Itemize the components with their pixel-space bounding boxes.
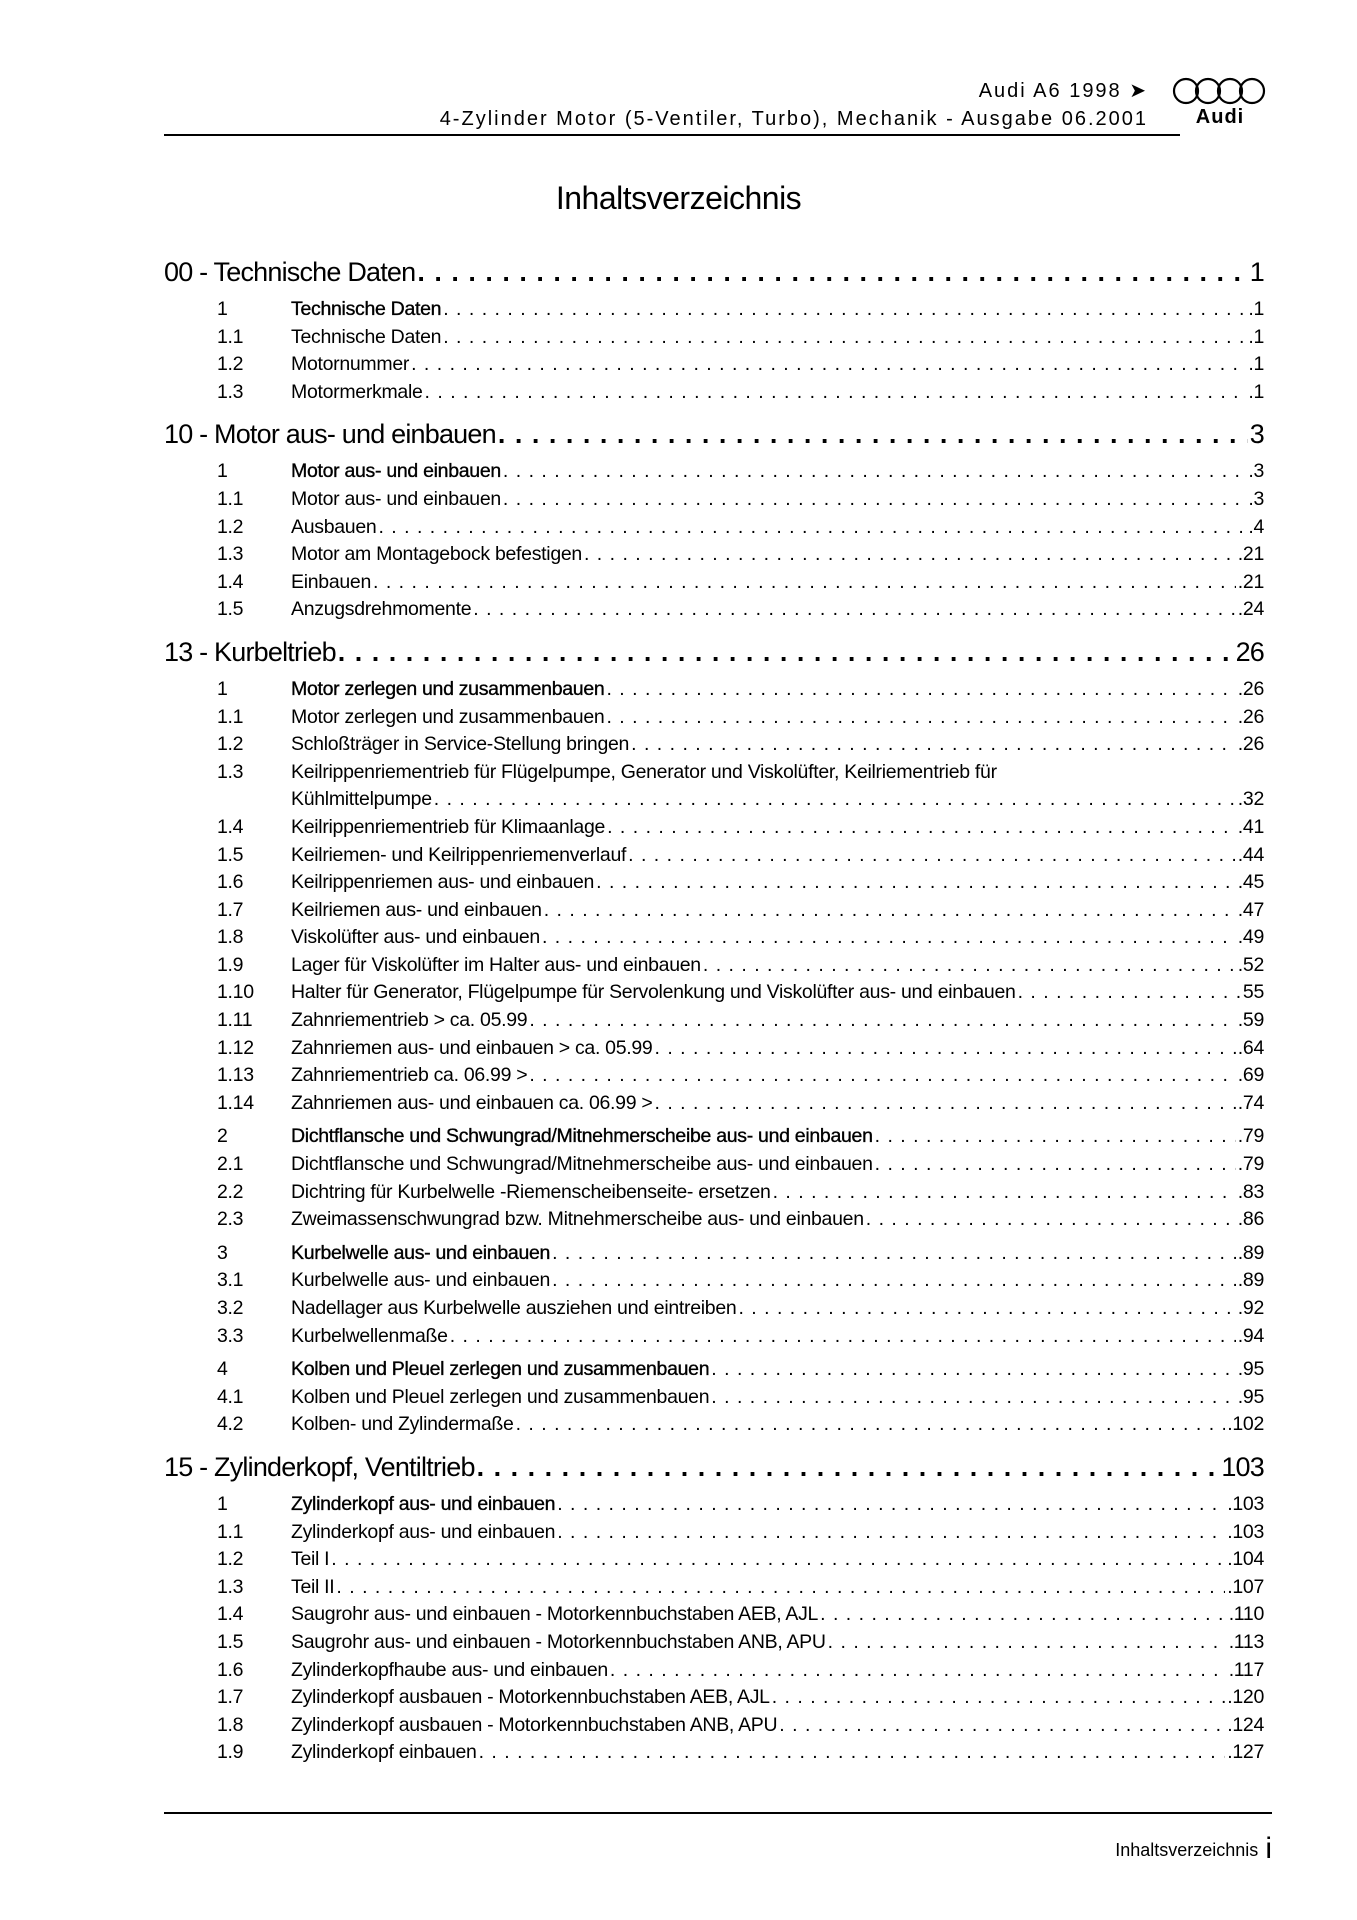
entry-title: Saugrohr aus- und einbauen - Motorkennbuchstaben ANB, APU — [291, 1630, 826, 1653]
entry-page: .113 — [1228, 1630, 1264, 1653]
footer-page-number: i — [1265, 1832, 1272, 1865]
toc-entry[interactable] — [217, 759, 1264, 814]
entry-number: 3.2 — [217, 1297, 244, 1319]
chapter-page: 103 — [1221, 1451, 1264, 1482]
toc-entry[interactable] — [217, 1267, 1264, 1295]
dot-leader — [738, 1295, 1235, 1323]
header-model: Audi A6 1998 ➤ — [978, 80, 1148, 102]
entry-page: .103 — [1227, 1520, 1264, 1543]
entry-number: 3.3 — [217, 1324, 244, 1347]
entry-title: Zylinderkopf ausbauen - Motorkennbuchstaben AEB, AJL — [291, 1686, 770, 1709]
chapter-page: 1 — [1249, 257, 1264, 287]
entry-page: .103 — [1227, 1492, 1264, 1515]
toc-entry[interactable] — [217, 1739, 1264, 1767]
entry-page: .86 — [1237, 1208, 1264, 1231]
toc-title: Inhaltsverzeichnis — [555, 180, 802, 216]
entry-number: 2 — [217, 1125, 228, 1148]
entry-page: .110 — [1228, 1603, 1264, 1626]
dot-leader — [875, 1123, 1236, 1151]
dot-leader — [473, 596, 1236, 624]
toc-entry[interactable] — [217, 351, 1264, 379]
toc-entry[interactable] — [217, 1151, 1264, 1179]
toc-entry[interactable] — [217, 1712, 1264, 1740]
toc-entry[interactable] — [217, 1035, 1264, 1063]
entry-page: .107 — [1227, 1575, 1264, 1598]
dot-leader — [552, 1240, 1236, 1268]
dot-leader — [516, 1411, 1226, 1439]
entry-number: 1 — [217, 460, 228, 483]
entry-title: Dichtring für Kurbelwelle -Riemenscheibenseite- ersetzen — [291, 1180, 771, 1203]
entry-number: 1 — [217, 677, 228, 700]
toc-entry[interactable] — [217, 596, 1264, 624]
entry-title: Kurbelwellenmaße — [291, 1324, 448, 1347]
audi-logo — [1168, 76, 1272, 132]
dot-leader — [772, 1684, 1226, 1712]
page-footer — [1115, 1832, 1272, 1866]
dot-leader — [820, 1601, 1227, 1629]
dot-leader — [654, 1090, 1235, 1118]
chapter-entries — [164, 458, 1264, 624]
entry-page: .26 — [1237, 705, 1264, 728]
entry-title: Kolben- und Zylindermaße — [291, 1413, 514, 1436]
entry-number: 4 — [217, 1358, 228, 1381]
entry-title: Motor zerlegen und zusammenbauen — [291, 677, 605, 700]
toc-entry[interactable] — [217, 1062, 1264, 1090]
dot-leader — [606, 704, 1235, 732]
entry-page: .79 — [1237, 1125, 1264, 1148]
entry-title: Motornummer — [291, 353, 410, 376]
entry-title: Motor aus- und einbauen — [291, 460, 501, 483]
toc-section[interactable] — [217, 296, 1264, 324]
entry-title: Kolben und Pleuel zerlegen und zusammenbauen — [291, 1385, 710, 1408]
toc-entry[interactable] — [217, 1295, 1264, 1323]
entry-page: .95 — [1237, 1385, 1264, 1408]
dot-leader — [552, 1267, 1236, 1295]
footer-rule — [164, 1812, 1272, 1814]
dot-leader — [378, 514, 1246, 542]
entry-number: 1.12 — [217, 1036, 254, 1059]
entry-title-line: Keilrippenriementrieb für Flügelpumpe, Generator und Viskolüfter, Keilriementrieb für — [291, 760, 997, 783]
entry-page: .117 — [1228, 1658, 1264, 1681]
entry-title: Zahnriementrieb > ca. 05.99 — [291, 1009, 528, 1032]
entry-number: 1.11 — [217, 1009, 253, 1032]
toc-chapter[interactable] — [164, 634, 1264, 670]
toc-entry[interactable] — [217, 704, 1264, 732]
dot-leader — [557, 1519, 1225, 1547]
toc-entry[interactable] — [217, 1601, 1264, 1629]
chapter-entries — [164, 1491, 1264, 1767]
entry-page: 55 — [1242, 981, 1264, 1004]
entry-title: Zahnriementrieb ca. 06.99 > — [291, 1064, 528, 1087]
entry-title: Teil II — [291, 1575, 335, 1598]
entry-title: Schloßträger in Service-Stellung bringen — [291, 733, 630, 756]
dot-leader — [503, 486, 1246, 514]
entry-title: Zahnriemen aus- und einbauen ca. 06.99 > — [291, 1091, 653, 1114]
entry-page: .21 — [1237, 543, 1264, 566]
entry-number: 1.14 — [217, 1091, 254, 1114]
dot-leader — [443, 296, 1246, 324]
chapter-page: 26 — [1235, 636, 1264, 667]
entry-page: .26 — [1237, 733, 1264, 756]
entry-number: 1.4 — [217, 570, 244, 593]
entry-title: Motor aus- und einbauen — [291, 487, 501, 510]
entry-title: Technische Daten — [291, 325, 442, 348]
dot-leader — [606, 676, 1235, 704]
dot-leader — [479, 1739, 1226, 1767]
chapter-page: 3 — [1249, 419, 1264, 450]
dot-leader — [828, 1629, 1227, 1657]
chapter-entries — [164, 676, 1264, 1439]
dot-leader — [711, 1356, 1236, 1384]
entry-title: Kurbelwelle aus- und einbauen — [291, 1269, 551, 1292]
entry-title: Zylinderkopf einbauen — [291, 1741, 477, 1764]
entry-number: 1.2 — [217, 515, 244, 538]
dot-leader — [542, 924, 1236, 952]
toc-entry[interactable] — [217, 541, 1264, 569]
entry-number: 4.2 — [217, 1413, 244, 1436]
entry-number: 1.5 — [217, 843, 244, 866]
entry-page: .89 — [1237, 1269, 1264, 1292]
dot-leader — [703, 952, 1236, 980]
entry-page: .44 — [1237, 843, 1264, 866]
header-subtitle: 4-Zylinder Motor (5-Ventiler, Turbo), Mechanik - Ausgabe 06.2001 — [439, 108, 1148, 130]
entry-title: Keilrippenriementrieb für Klimaanlage — [291, 815, 606, 838]
entry-number: 1.3 — [217, 543, 244, 566]
toc-section[interactable] — [217, 1356, 1264, 1384]
entry-page: .1 — [1248, 298, 1264, 320]
entry-number: 1 — [217, 1492, 228, 1515]
entry-page: .120 — [1227, 1686, 1264, 1709]
entry-number: 1.3 — [217, 1575, 244, 1598]
entry-title: Keilrippenriemen aus- und einbauen — [291, 871, 595, 894]
dot-leader — [607, 814, 1236, 842]
toc-entry[interactable] — [217, 1411, 1264, 1439]
entry-page: .41 — [1237, 815, 1264, 838]
entry-title: Motor zerlegen und zusammenbauen — [291, 705, 605, 728]
toc-section[interactable] — [217, 458, 1264, 486]
dot-leader — [338, 634, 1234, 670]
toc-entry[interactable] — [217, 514, 1264, 542]
dot-leader — [450, 1323, 1236, 1351]
entry-page: .74 — [1237, 1091, 1264, 1114]
entry-title: Zylinderkopf aus- und einbauen — [291, 1520, 556, 1543]
dot-leader — [477, 1449, 1220, 1485]
header-rule — [164, 134, 1180, 136]
entry-number: 1.8 — [217, 926, 244, 949]
entry-number: 4.1 — [217, 1385, 244, 1408]
toc-chapter[interactable] — [164, 254, 1264, 290]
entry-page: .95 — [1237, 1358, 1264, 1381]
entry-title: Keilriemen aus- und einbauen — [291, 898, 542, 921]
toc-entry[interactable] — [217, 814, 1264, 842]
entry-page: .79 — [1237, 1153, 1264, 1176]
toc-entry[interactable] — [217, 1090, 1264, 1118]
entry-number: 1.8 — [217, 1713, 244, 1736]
footer-label: Inhaltsverzeichnis — [1115, 1840, 1259, 1860]
entry-page: .49 — [1237, 926, 1264, 949]
dot-leader — [411, 351, 1246, 379]
chapter-title: 00 - Technische Daten — [164, 257, 416, 287]
toc-entry[interactable] — [217, 569, 1264, 597]
entry-title: Zylinderkopf aus- und einbauen — [291, 1492, 556, 1515]
entry-title: Teil I — [291, 1548, 330, 1571]
dot-leader — [875, 1151, 1236, 1179]
entry-page: .21 — [1237, 570, 1264, 593]
entry-page: .104 — [1227, 1548, 1264, 1571]
entry-page: .52 — [1237, 953, 1264, 976]
toc-entry[interactable] — [217, 1546, 1264, 1574]
toc-chapter[interactable] — [164, 1449, 1264, 1485]
entry-title: Viskolüfter aus- und einbauen — [291, 926, 540, 949]
entry-page: .4 — [1248, 515, 1264, 538]
toc-section[interactable] — [217, 1491, 1264, 1519]
dot-leader — [557, 1491, 1225, 1519]
entry-title: Technische Daten — [291, 298, 442, 320]
entry-number: 1.4 — [217, 1603, 244, 1626]
toc-section[interactable] — [217, 1240, 1264, 1268]
entry-title: Anzugsdrehmomente — [291, 598, 472, 621]
entry-title: Dichtflansche und Schwungrad/Mitnehmerscheibe aus- und einbauen — [291, 1125, 873, 1148]
entry-title: Motormerkmale — [291, 380, 423, 403]
entry-title: Nadellager aus Kurbelwelle ausziehen und eintreiben — [291, 1297, 737, 1319]
entry-title: Saugrohr aus- und einbauen - Motorkennbuchstaben AEB, AJL — [291, 1603, 819, 1626]
toc-entry[interactable] — [217, 379, 1264, 407]
toc-entry[interactable] — [217, 842, 1264, 870]
entry-number: 1.2 — [217, 1548, 244, 1571]
entry-title: Zylinderkopf ausbauen - Motorkennbuchstaben ANB, APU — [291, 1713, 778, 1736]
dot-leader — [373, 569, 1236, 597]
entry-title: Halter für Generator, Flügelpumpe für Servolenkung und Viskolüfter aus- und einbauen — [291, 981, 1016, 1004]
dot-leader — [544, 897, 1236, 925]
entry-page: .59 — [1237, 1009, 1264, 1032]
dot-leader — [443, 324, 1246, 352]
entry-number: 1.6 — [217, 871, 244, 894]
toc-entry[interactable] — [217, 731, 1264, 759]
dot-leader — [866, 1206, 1236, 1234]
entry-title: Keilriemen- und Keilrippenriemenverlauf — [291, 843, 627, 866]
entry-page: .92 — [1237, 1297, 1264, 1319]
dot-leader — [498, 416, 1248, 452]
entry-number: 1.1 — [217, 325, 244, 348]
entry-title: Kolben und Pleuel zerlegen und zusammenbauen — [291, 1358, 710, 1381]
entry-number: 3.1 — [217, 1269, 244, 1292]
toc-entry[interactable] — [217, 1519, 1264, 1547]
toc-entry[interactable] — [217, 897, 1264, 925]
entry-title: Zahnriemen aus- und einbauen > ca. 05.99 — [291, 1036, 653, 1059]
entry-page: .47 — [1237, 898, 1264, 921]
entry-number: 2.3 — [217, 1208, 244, 1231]
toc-entry[interactable] — [217, 952, 1264, 980]
entry-title: Zweimassenschwungrad bzw. Mitnehmerscheibe aus- und einbauen — [291, 1208, 864, 1231]
toc-entry[interactable] — [217, 1574, 1264, 1602]
entry-number: 1.5 — [217, 1630, 244, 1653]
dot-leader — [628, 842, 1236, 870]
dot-leader — [503, 458, 1246, 486]
dot-leader — [417, 254, 1247, 290]
dot-leader — [529, 1062, 1235, 1090]
entry-page: .1 — [1248, 380, 1264, 403]
dot-leader — [596, 869, 1236, 897]
toc-section[interactable] — [217, 676, 1264, 704]
dot-leader — [779, 1712, 1225, 1740]
chapter-title: 15 - Zylinderkopf, Ventiltrieb — [164, 1451, 475, 1482]
entry-page: .94 — [1237, 1324, 1264, 1347]
entry-number: 1.1 — [217, 705, 244, 728]
entry-number: 1.5 — [217, 598, 244, 621]
dot-leader — [336, 1574, 1225, 1602]
entry-page: .3 — [1248, 460, 1264, 483]
toc-entry[interactable] — [217, 1384, 1264, 1412]
audi-rings-icon — [1168, 76, 1272, 106]
toc-chapter[interactable] — [164, 416, 1264, 452]
entry-page: .1 — [1248, 325, 1264, 348]
page-header — [164, 70, 1272, 136]
entry-number: 1.2 — [217, 353, 244, 376]
dot-leader — [1018, 979, 1241, 1007]
entry-title: Lager für Viskolüfter im Halter aus- und einbauen — [291, 953, 701, 976]
entry-number: 1.13 — [217, 1064, 254, 1087]
toc-section[interactable] — [217, 1123, 1264, 1151]
entry-number: 1.3 — [217, 380, 244, 403]
entry-page: .69 — [1237, 1064, 1264, 1087]
entry-title: Kurbelwelle aus- und einbauen — [291, 1241, 551, 1264]
dot-leader — [529, 1007, 1235, 1035]
entry-title: Einbauen — [291, 570, 372, 593]
dot-leader — [610, 1657, 1227, 1685]
entry-page: .32 — [1237, 788, 1264, 811]
entry-page: .83 — [1237, 1180, 1264, 1203]
entry-page: .124 — [1227, 1713, 1264, 1736]
entry-number: 1.1 — [217, 1520, 244, 1543]
table-of-contents — [164, 254, 1264, 1767]
dot-leader — [434, 786, 1236, 814]
dot-leader — [584, 541, 1236, 569]
toc-entry[interactable] — [217, 1206, 1264, 1234]
entry-page: .89 — [1237, 1241, 1264, 1264]
chapter-title: 13 - Kurbeltrieb — [164, 636, 336, 667]
entry-page: .102 — [1227, 1413, 1264, 1436]
toc-entry[interactable] — [217, 869, 1264, 897]
entry-page: .3 — [1248, 487, 1264, 510]
entry-number: 1.7 — [217, 898, 244, 921]
entry-page: .1 — [1248, 353, 1264, 376]
entry-page: .64 — [1237, 1036, 1264, 1059]
entry-number: 1.6 — [217, 1658, 244, 1681]
toc-entry[interactable] — [217, 1179, 1264, 1207]
toc-entry[interactable] — [217, 1629, 1264, 1657]
dot-leader — [654, 1035, 1235, 1063]
entry-number: 1.2 — [217, 733, 244, 756]
toc-entry[interactable] — [217, 324, 1264, 352]
entry-number: 1.10 — [217, 981, 254, 1004]
entry-page: .24 — [1237, 598, 1264, 621]
toc-entry[interactable] — [217, 924, 1264, 952]
entry-number: 1.3 — [217, 760, 244, 783]
entry-page: .45 — [1237, 871, 1264, 894]
dot-leader — [631, 731, 1236, 759]
toc-entry[interactable] — [217, 1657, 1264, 1685]
dot-leader — [711, 1384, 1236, 1412]
entry-page: .26 — [1237, 677, 1264, 700]
entry-number: 1.9 — [217, 953, 244, 976]
entry-number: 2.2 — [217, 1180, 244, 1203]
dot-leader — [331, 1546, 1225, 1574]
entry-number: 1.9 — [217, 1741, 244, 1764]
entry-number: 3 — [217, 1241, 228, 1264]
entry-page: .127 — [1227, 1741, 1264, 1764]
dot-leader — [425, 379, 1247, 407]
chapter-title: 10 - Motor aus- und einbauen — [164, 419, 496, 450]
entry-number: 1.7 — [217, 1686, 244, 1709]
entry-title: Kühlmittelpumpe — [291, 788, 432, 811]
entry-title: Motor am Montagebock befestigen — [291, 543, 582, 566]
entry-title: Zylinderkopfhaube aus- und einbauen — [291, 1658, 608, 1681]
entry-number: 1 — [217, 298, 228, 320]
audi-logo-text: Audi — [1195, 106, 1245, 128]
entry-number: 1.1 — [217, 487, 244, 510]
toc-entry[interactable] — [217, 1684, 1264, 1712]
toc-entry[interactable] — [217, 1323, 1264, 1351]
entry-number: 1.4 — [217, 815, 244, 838]
chapter-entries — [164, 296, 1264, 406]
dot-leader — [773, 1179, 1236, 1207]
entry-title: Ausbauen — [291, 515, 377, 538]
entry-number: 2.1 — [217, 1153, 244, 1176]
toc-entry[interactable] — [217, 486, 1264, 514]
entry-title: Dichtflansche und Schwungrad/Mitnehmerscheibe aus- und einbauen — [291, 1153, 873, 1176]
toc-entry[interactable] — [217, 1007, 1264, 1035]
toc-entry[interactable] — [217, 979, 1264, 1007]
